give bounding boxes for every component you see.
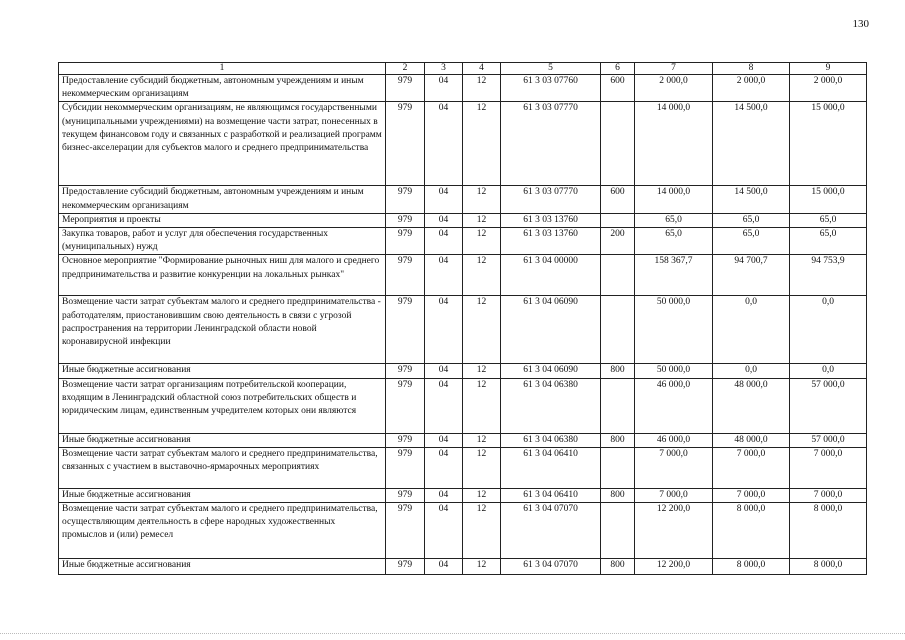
row-name-cell: Возмещение части затрат субъектам малого и среднего предпринимательства, осуществляющим деятельность в сфере народных художественных промыслов и (или) ремесел — [59, 503, 386, 559]
cell-c2: 979 — [386, 433, 425, 447]
cell-c2: 979 — [386, 559, 425, 575]
cell-c9: 65,0 — [790, 213, 867, 227]
cell-c6: 800 — [601, 364, 635, 378]
table-row — [59, 488, 867, 502]
cell-c4: 12 — [463, 255, 501, 296]
cell-c8: 8 000,0 — [713, 503, 790, 559]
column-header: 7 — [635, 63, 713, 75]
cell-c6: 800 — [601, 488, 635, 502]
table-row — [59, 447, 867, 488]
cell-c7: 12 200,0 — [635, 559, 713, 575]
cell-c3: 04 — [425, 503, 463, 559]
cell-c7: 14 000,0 — [635, 102, 713, 186]
cell-c5: 61 3 03 07760 — [501, 75, 601, 102]
cell-c6 — [601, 102, 635, 186]
table-row — [59, 433, 867, 447]
cell-c9: 57 000,0 — [790, 378, 867, 433]
cell-c7: 158 367,7 — [635, 255, 713, 296]
cell-c3: 04 — [425, 378, 463, 433]
cell-c6: 600 — [601, 75, 635, 102]
cell-c2: 979 — [386, 503, 425, 559]
cell-c5: 61 3 03 13760 — [501, 228, 601, 255]
cell-c2: 979 — [386, 228, 425, 255]
cell-c3: 04 — [425, 447, 463, 488]
cell-c3: 04 — [425, 102, 463, 186]
cell-c5: 61 3 04 06380 — [501, 378, 601, 433]
row-name-cell: Предоставление субсидий бюджетным, автономным учреждениям и иным некоммерческим организациям — [59, 75, 386, 102]
cell-c6: 800 — [601, 433, 635, 447]
column-header: 4 — [463, 63, 501, 75]
cell-c7: 12 200,0 — [635, 503, 713, 559]
cell-c5: 61 3 04 06410 — [501, 488, 601, 502]
table-row — [59, 559, 867, 575]
cell-c2: 979 — [386, 488, 425, 502]
budget-table — [58, 62, 867, 575]
cell-c2: 979 — [386, 75, 425, 102]
row-name-cell: Иные бюджетные ассигнования — [59, 559, 386, 575]
column-header: 5 — [501, 63, 601, 75]
cell-c7: 50 000,0 — [635, 296, 713, 364]
cell-c9: 2 000,0 — [790, 75, 867, 102]
row-name-cell: Субсидии некоммерческим организациям, не являющимся государственными (муниципальными учреждениями) на возмещение части затрат, понесенных в текущем финансовом году и связанных с разработкой и реализацией программ бизнес-акселерации для субъектов малого и среднего предпринимательства — [59, 102, 386, 186]
cell-c8: 0,0 — [713, 296, 790, 364]
cell-c8: 65,0 — [713, 228, 790, 255]
row-name-cell: Закупка товаров, работ и услуг для обеспечения государственных (муниципальных) нужд — [59, 228, 386, 255]
table-row — [59, 213, 867, 227]
cell-c5: 61 3 03 13760 — [501, 213, 601, 227]
cell-c4: 12 — [463, 213, 501, 227]
cell-c3: 04 — [425, 433, 463, 447]
cell-c7: 46 000,0 — [635, 433, 713, 447]
cell-c5: 61 3 04 07070 — [501, 503, 601, 559]
cell-c2: 979 — [386, 364, 425, 378]
cell-c5: 61 3 03 07770 — [501, 186, 601, 213]
column-header: 8 — [713, 63, 790, 75]
cell-c4: 12 — [463, 102, 501, 186]
cell-c4: 12 — [463, 296, 501, 364]
cell-c4: 12 — [463, 75, 501, 102]
column-header: 3 — [425, 63, 463, 75]
table-row — [59, 102, 867, 186]
cell-c5: 61 3 03 07770 — [501, 102, 601, 186]
cell-c9: 7 000,0 — [790, 447, 867, 488]
cell-c7: 50 000,0 — [635, 364, 713, 378]
cell-c8: 94 700,7 — [713, 255, 790, 296]
cell-c5: 61 3 04 00000 — [501, 255, 601, 296]
cell-c8: 65,0 — [713, 213, 790, 227]
cell-c9: 94 753,9 — [790, 255, 867, 296]
cell-c2: 979 — [386, 255, 425, 296]
cell-c5: 61 3 04 06090 — [501, 296, 601, 364]
cell-c8: 0,0 — [713, 364, 790, 378]
cell-c4: 12 — [463, 378, 501, 433]
cell-c9: 15 000,0 — [790, 102, 867, 186]
cell-c9: 65,0 — [790, 228, 867, 255]
row-name-cell: Мероприятия и проекты — [59, 213, 386, 227]
cell-c6 — [601, 255, 635, 296]
cell-c2: 979 — [386, 378, 425, 433]
table-row — [59, 75, 867, 102]
scan-edge — [0, 633, 905, 638]
cell-c7: 7 000,0 — [635, 447, 713, 488]
cell-c3: 04 — [425, 186, 463, 213]
cell-c9: 0,0 — [790, 296, 867, 364]
cell-c8: 14 500,0 — [713, 186, 790, 213]
cell-c4: 12 — [463, 364, 501, 378]
header-row — [59, 63, 867, 75]
cell-c2: 979 — [386, 296, 425, 364]
cell-c4: 12 — [463, 488, 501, 502]
cell-c3: 04 — [425, 364, 463, 378]
cell-c4: 12 — [463, 503, 501, 559]
cell-c6 — [601, 503, 635, 559]
cell-c9: 8 000,0 — [790, 559, 867, 575]
cell-c9: 8 000,0 — [790, 503, 867, 559]
cell-c3: 04 — [425, 228, 463, 255]
row-name-cell: Возмещение части затрат организациям потребительской кооперации, входящим в Ленинградский областной союз потребительских обществ и юридическим лицам, единственным учредителем которых они являются — [59, 378, 386, 433]
cell-c2: 979 — [386, 102, 425, 186]
cell-c3: 04 — [425, 296, 463, 364]
cell-c8: 7 000,0 — [713, 488, 790, 502]
cell-c3: 04 — [425, 75, 463, 102]
cell-c3: 04 — [425, 488, 463, 502]
cell-c8: 2 000,0 — [713, 75, 790, 102]
cell-c2: 979 — [386, 213, 425, 227]
cell-c4: 12 — [463, 433, 501, 447]
row-name-cell: Иные бюджетные ассигнования — [59, 433, 386, 447]
row-name-cell: Возмещение части затрат субъектам малого и среднего предпринимательства - работодателям, приостановившим свою деятельность в связи с угрозой распространения на территории Ленинградской области новой коронавирусной инфекции — [59, 296, 386, 364]
table-row — [59, 186, 867, 213]
row-name-cell: Иные бюджетные ассигнования — [59, 364, 386, 378]
cell-c6: 200 — [601, 228, 635, 255]
cell-c7: 7 000,0 — [635, 488, 713, 502]
cell-c4: 12 — [463, 186, 501, 213]
cell-c6: 800 — [601, 559, 635, 575]
cell-c7: 46 000,0 — [635, 378, 713, 433]
row-name-cell: Основное мероприятие "Формирование рыночных ниш для малого и среднего предпринимательства и развитие конкуренции на локальных рынках" — [59, 255, 386, 296]
cell-c8: 8 000,0 — [713, 559, 790, 575]
cell-c4: 12 — [463, 228, 501, 255]
cell-c8: 14 500,0 — [713, 102, 790, 186]
cell-c7: 65,0 — [635, 213, 713, 227]
cell-c7: 2 000,0 — [635, 75, 713, 102]
column-header: 9 — [790, 63, 867, 75]
cell-c9: 7 000,0 — [790, 488, 867, 502]
cell-c3: 04 — [425, 255, 463, 296]
cell-c6 — [601, 213, 635, 227]
table-row — [59, 228, 867, 255]
cell-c5: 61 3 04 06410 — [501, 447, 601, 488]
cell-c5: 61 3 04 06380 — [501, 433, 601, 447]
table-row — [59, 378, 867, 433]
table-row — [59, 255, 867, 296]
cell-c9: 15 000,0 — [790, 186, 867, 213]
cell-c8: 48 000,0 — [713, 433, 790, 447]
cell-c5: 61 3 04 06090 — [501, 364, 601, 378]
column-header: 2 — [386, 63, 425, 75]
cell-c6 — [601, 296, 635, 364]
cell-c2: 979 — [386, 447, 425, 488]
column-header: 6 — [601, 63, 635, 75]
page-number: 130 — [852, 18, 869, 30]
cell-c4: 12 — [463, 447, 501, 488]
row-name-cell: Предоставление субсидий бюджетным, автономным учреждениям и иным некоммерческим организациям — [59, 186, 386, 213]
table-row — [59, 364, 867, 378]
row-name-cell: Возмещение части затрат субъектам малого и среднего предпринимательства, связанных с участием в выставочно-ярмарочных мероприятиях — [59, 447, 386, 488]
cell-c3: 04 — [425, 213, 463, 227]
cell-c4: 12 — [463, 559, 501, 575]
cell-c7: 65,0 — [635, 228, 713, 255]
cell-c6 — [601, 447, 635, 488]
table-row — [59, 296, 867, 364]
cell-c8: 7 000,0 — [713, 447, 790, 488]
cell-c6: 600 — [601, 186, 635, 213]
cell-c2: 979 — [386, 186, 425, 213]
cell-c9: 0,0 — [790, 364, 867, 378]
row-name-cell: Иные бюджетные ассигнования — [59, 488, 386, 502]
cell-c3: 04 — [425, 559, 463, 575]
cell-c9: 57 000,0 — [790, 433, 867, 447]
column-header: 1 — [59, 63, 386, 75]
cell-c5: 61 3 04 07070 — [501, 559, 601, 575]
cell-c7: 14 000,0 — [635, 186, 713, 213]
cell-c6 — [601, 378, 635, 433]
cell-c8: 48 000,0 — [713, 378, 790, 433]
table-row — [59, 503, 867, 559]
